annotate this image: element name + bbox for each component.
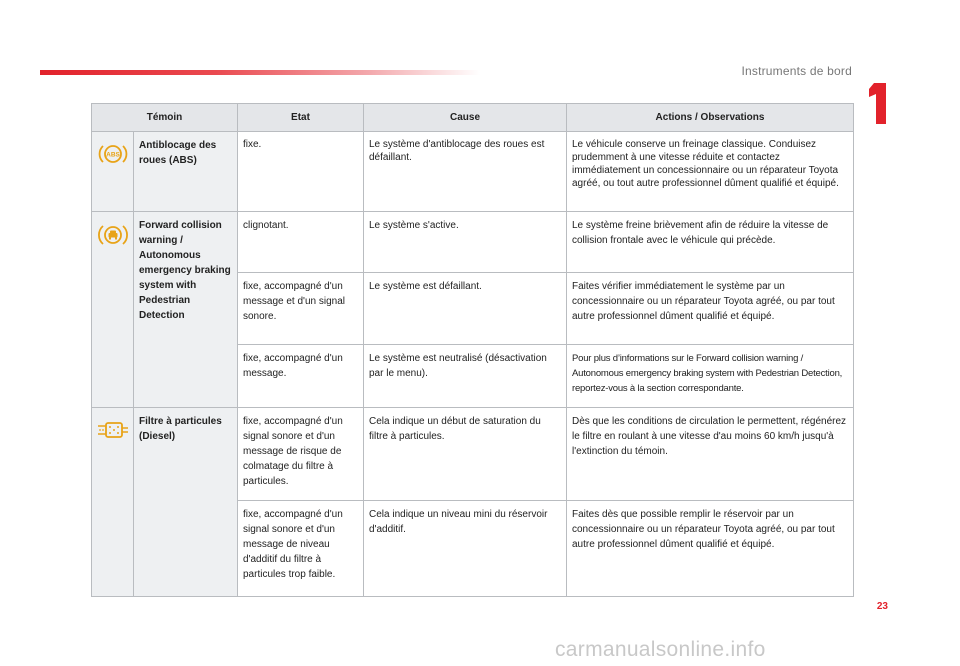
cause-cell: Le système est défaillant. (364, 273, 567, 345)
etat-cell: fixe. (238, 132, 364, 212)
cause-cell: Cela indique un début de saturation du filtre à particules. (364, 408, 567, 501)
header-etat: Etat (238, 104, 364, 132)
warning-name-fcw: Forward collision warning / Autonomous emergency braking system with Pedestrian Detection (134, 212, 238, 408)
particle-filter-icon (96, 418, 130, 442)
dpf-icon-cell (92, 408, 134, 597)
header-actions: Actions / Observations (567, 104, 854, 132)
warning-name-abs: Antiblocage des roues (ABS) (134, 132, 238, 212)
abs-warning-icon (98, 142, 128, 166)
table-row (92, 408, 854, 501)
header-temoin: Témoin (92, 104, 238, 132)
action-cell: Pour plus d’informations sur le Forward collision warning / Autonomous emergency braking system with Pedestrian Detection, reportez-vous à la section correspondante. (567, 345, 854, 408)
cause-cell: Le système s'active. (364, 212, 567, 273)
svg-text:ABS: ABS (105, 151, 120, 159)
forward-collision-warning-icon (98, 222, 128, 248)
cause-cell: Cela indique un niveau mini du réservoir d'additif. (364, 501, 567, 597)
action-cell: Dès que les conditions de circulation le permettent, régénérez le filtre en roulant à une vitesse d'au moins 60 km/h jusqu'à l'extinction du témoin. (567, 408, 854, 501)
header-accent-bar (40, 70, 480, 75)
table-header-row (92, 104, 854, 132)
etat-cell: fixe, accompagné d'un signal sonore et d'un message de niveau d'additif du filtre à particules trop faible. (238, 501, 364, 597)
action-cell: Faites dès que possible remplir le réservoir par un concessionnaire ou un réparateur Toyota agréé, ou par tout autre professionnel dûment qualifié et équipé. (567, 501, 854, 597)
table-row (92, 132, 854, 212)
page-number: 23 (876, 601, 888, 612)
action-cell: Le système freine brièvement afin de réduire la vitesse de collision frontale avec le véhicule qui précède. (567, 212, 854, 273)
chapter-number (866, 80, 894, 126)
action-cell: Le véhicule conserve un freinage classique. Conduisez prudemment à une vitesse réduite et contactez immédiatement un concessionnaire ou un réparateur Toyota agréé, ou tout autre professionnel dûment qualifié et équipé. (567, 132, 854, 212)
etat-cell: fixe, accompagné d'un message et d'un signal sonore. (238, 273, 364, 345)
section-title: Instruments de bord (741, 64, 852, 78)
watermark: carmanualsonline.info (555, 638, 766, 661)
etat-cell: fixe, accompagné d'un signal sonore et d'un message de risque de colmatage du filtre à particules. (238, 408, 364, 501)
abs-icon-cell (92, 132, 134, 212)
header-cause: Cause (364, 104, 567, 132)
action-cell: Faites vérifier immédiatement le système par un concessionnaire ou un réparateur Toyota agréé, ou par tout autre professionnel dûment qualifié et équipé. (567, 273, 854, 345)
warning-name-dpf: Filtre à particules (Diesel) (134, 408, 238, 597)
cause-cell: Le système est neutralisé (désactivation par le menu). (364, 345, 567, 408)
etat-cell: clignotant. (238, 212, 364, 273)
table-row (92, 212, 854, 273)
fcw-icon-cell (92, 212, 134, 408)
cause-cell: Le système d'antiblocage des roues est défaillant. (364, 132, 567, 212)
etat-cell: fixe, accompagné d'un message. (238, 345, 364, 408)
warning-lights-table (91, 103, 854, 597)
